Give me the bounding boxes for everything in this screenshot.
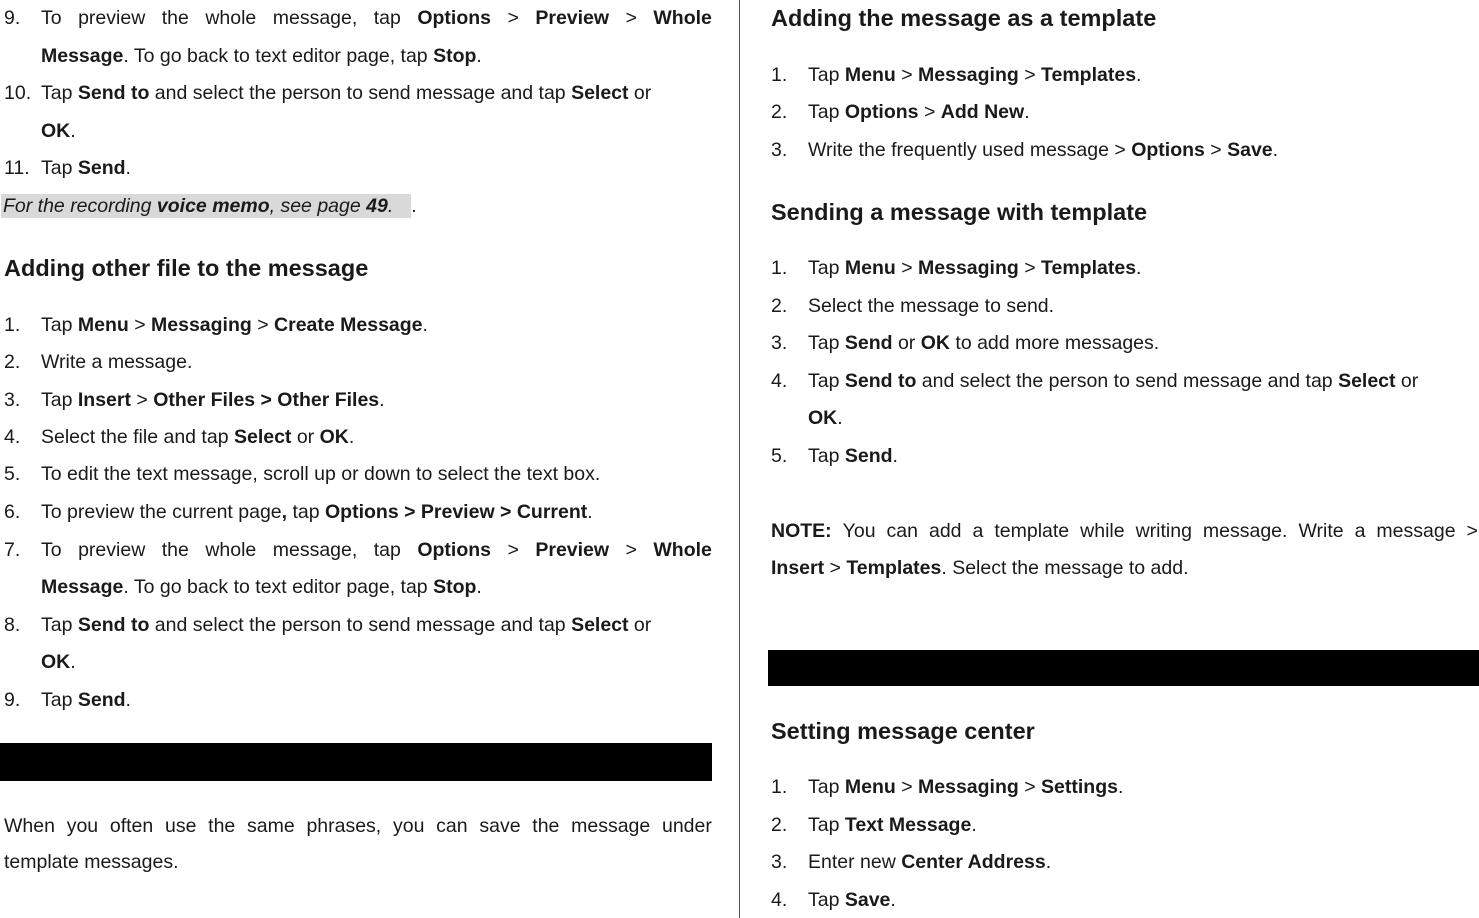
list-item-text: Enter new Center Address. xyxy=(808,851,1052,873)
list-item-number: 5. xyxy=(4,463,21,485)
voice-memo-reference[interactable]: For the recording voice memo, see page 49. . xyxy=(3,195,417,217)
list-item-text: Select the message to send. xyxy=(808,295,1055,317)
list-item-number: 6. xyxy=(4,501,21,523)
column-divider xyxy=(739,0,740,918)
list-item-number: 9. xyxy=(4,7,21,29)
note-line: Insert > Templates. Select the message to add. xyxy=(771,557,1189,579)
list-item-text: Tap Send. xyxy=(41,689,131,711)
list-item-text: Tap Insert > Other Files > Other Files. xyxy=(41,389,385,411)
template-intro-line: When you often use the same phrases, you can save the message under xyxy=(4,815,712,837)
section-title-bar xyxy=(0,743,712,781)
list-item-text: Tap Menu > Messaging > Create Message. xyxy=(41,314,428,336)
heading-adding-other-file: Adding other file to the message xyxy=(4,255,369,281)
list-item-text: Tap Send to and select the person to send message and tap Select or xyxy=(808,370,1419,392)
list-item-number: 4. xyxy=(771,370,788,392)
list-item-number: 4. xyxy=(771,889,788,911)
list-item-number: 2. xyxy=(4,351,21,373)
list-item-text: Tap Send to and select the person to send message and tap Select or xyxy=(41,614,652,636)
list-item-text: Tap Send. xyxy=(808,445,898,467)
list-item-number: 1. xyxy=(771,776,788,798)
list-item-number: 11. xyxy=(4,157,30,179)
list-item-text: To edit the text message, scroll up or down to select the text box. xyxy=(41,463,601,485)
list-item-number: 10. xyxy=(4,82,32,104)
list-item-number: 1. xyxy=(771,64,788,86)
list-item-text: To preview the current page, tap Options > Preview > Current. xyxy=(41,501,593,523)
list-item-number: 1. xyxy=(771,257,788,279)
template-intro-line: template messages. xyxy=(4,851,179,873)
heading-setting-center: Setting message center xyxy=(771,718,1035,744)
list-item-text: Tap Send to and select the person to send message and tap Select or xyxy=(41,82,652,104)
list-item-number: 9. xyxy=(4,689,21,711)
list-item-text: Write a message. xyxy=(41,351,193,373)
list-item-text: Tap Send or OK to add more messages. xyxy=(808,332,1160,354)
list-item-text: Tap Menu > Messaging > Templates. xyxy=(808,257,1142,279)
list-item-number: 7. xyxy=(4,539,21,561)
heading-adding-template: Adding the message as a template xyxy=(771,5,1157,31)
list-item-number: 2. xyxy=(771,295,788,317)
list-item-text: Write the frequently used message > Options > Save. xyxy=(808,139,1279,161)
list-item-text: To preview the whole message, tap Options > Preview > Whole xyxy=(41,7,712,29)
heading-sending-template: Sending a message with template xyxy=(771,199,1148,225)
list-item-number: 3. xyxy=(4,389,21,411)
list-item-text: Select the file and tap Select or OK. xyxy=(41,426,355,448)
list-item-number: 4. xyxy=(4,426,21,448)
list-item-number: 3. xyxy=(771,139,788,161)
list-item-text: To preview the whole message, tap Options > Preview > Whole xyxy=(41,539,712,561)
list-item-number: 3. xyxy=(771,851,788,873)
list-item-number: 5. xyxy=(771,445,788,467)
list-item-number: 2. xyxy=(771,101,788,123)
reference-highlight: For the recording voice memo, see page 49. xyxy=(1,194,411,218)
list-item-number: 1. xyxy=(4,314,21,336)
list-item-text: Tap Send. xyxy=(41,157,131,179)
list-item-text: Tap Menu > Messaging > Templates. xyxy=(808,64,1142,86)
list-item-text: Tap Menu > Messaging > Settings. xyxy=(808,776,1124,798)
list-item-number: 2. xyxy=(771,814,788,836)
section-title-bar xyxy=(768,650,1479,686)
list-item-text: Tap Text Message. xyxy=(808,814,977,836)
list-item-number: 8. xyxy=(4,614,21,636)
list-item-number: 3. xyxy=(771,332,788,354)
list-item-text: Tap Options > Add New. xyxy=(808,101,1030,123)
note-line: NOTE: You can add a template while writing message. Write a message > xyxy=(771,520,1478,542)
list-item-text: Tap Save. xyxy=(808,889,896,911)
